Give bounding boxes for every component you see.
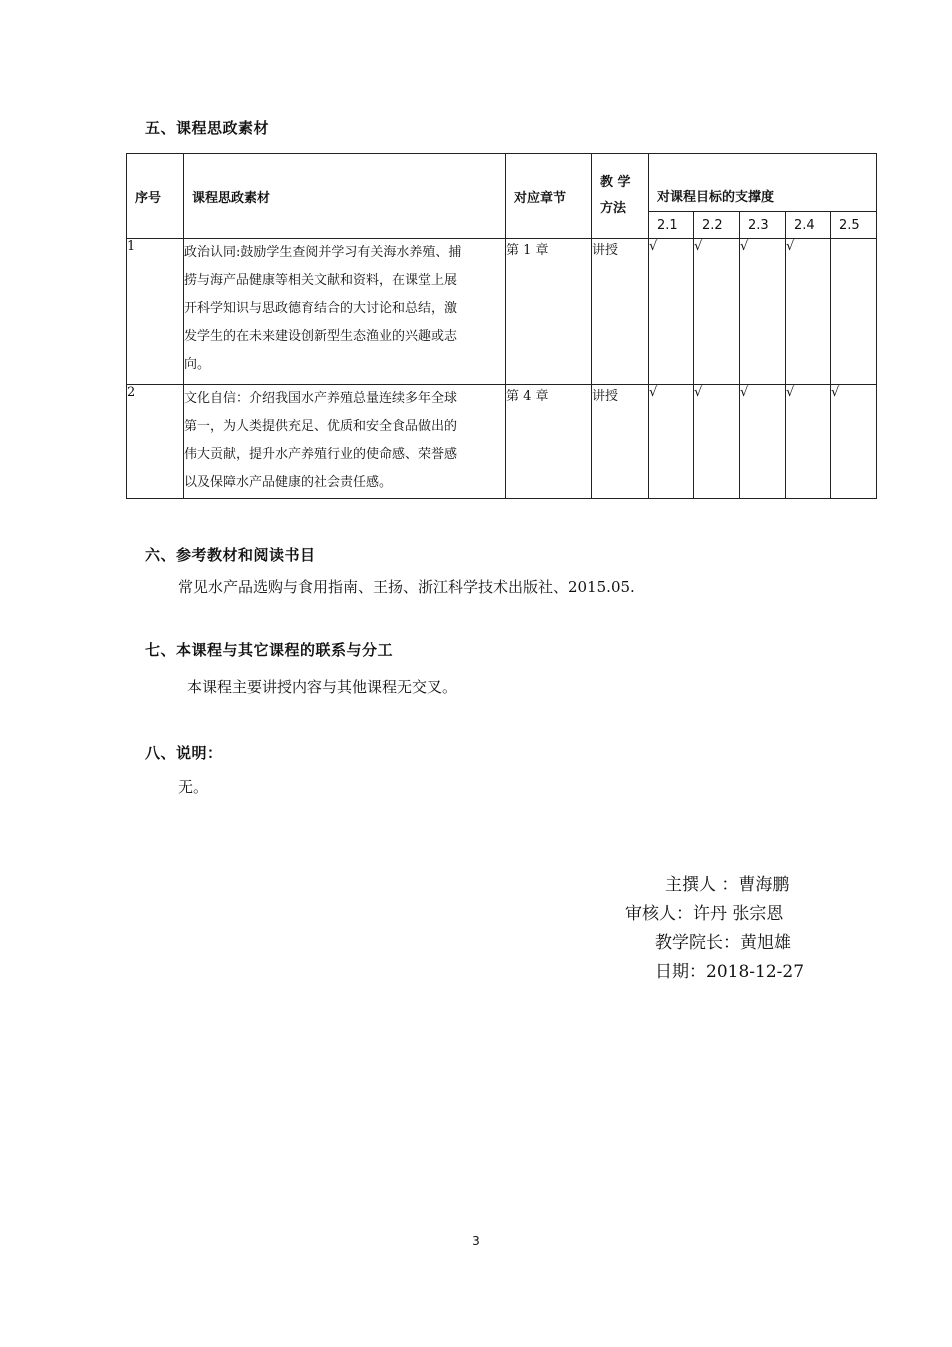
section8-text: 无。 bbox=[178, 778, 209, 796]
row-chapter: 第 4 章 bbox=[506, 385, 592, 499]
page-number: 3 bbox=[472, 1234, 480, 1248]
material-line: 文化自信：介绍我国水产养殖总量连续多年全球 bbox=[184, 391, 458, 406]
check-mark: √ bbox=[786, 239, 831, 385]
row-material bbox=[184, 239, 506, 385]
check-mark: √ bbox=[786, 385, 831, 499]
section7-heading: 七、本课程与其它课程的联系与分工 bbox=[145, 641, 394, 659]
check-mark: √ bbox=[831, 385, 877, 499]
header-method-line1: 教 学 bbox=[600, 175, 631, 190]
goal-col-2-2: 2.2 bbox=[694, 212, 740, 239]
row-seq: 1 bbox=[127, 239, 184, 385]
table-row bbox=[127, 239, 877, 385]
section8-heading: 八、说明： bbox=[145, 744, 223, 762]
material-line: 开科学知识与思政德育结合的大讨论和总结，激 bbox=[184, 301, 458, 316]
material-line: 伟大贡献，提升水产养殖行业的使命感、荣誉感 bbox=[184, 447, 458, 462]
goal-col-2-4: 2.4 bbox=[786, 212, 831, 239]
material-line: 以及保障水产品健康的社会责任感。 bbox=[184, 475, 393, 490]
check-mark: √ bbox=[740, 239, 786, 385]
section5-heading: 五、课程思政素材 bbox=[145, 119, 270, 137]
material-line: 发学生的在未来建设创新型生态渔业的兴趣或志 bbox=[184, 329, 458, 344]
header-chapter: 对应章节 bbox=[506, 154, 592, 239]
ideology-material-table bbox=[126, 153, 877, 499]
section7-text: 本课程主要讲授内容与其他课程无交叉。 bbox=[187, 678, 458, 696]
header-support: 对课程目标的支撑度 bbox=[649, 154, 877, 212]
section6-text: 常见水产品选购与食用指南、王扬、浙江科学技术出版社、2015.05. bbox=[178, 578, 635, 596]
header-seq: 序号 bbox=[127, 154, 184, 239]
row-method: 讲授 bbox=[592, 239, 649, 385]
signature-dean: 教学院长：黄旭雄 bbox=[655, 933, 791, 953]
material-line: 捞与海产品健康等相关文献和资料，在课堂上展 bbox=[184, 273, 458, 288]
row-material bbox=[184, 385, 506, 499]
goal-col-2-3: 2.3 bbox=[740, 212, 786, 239]
section6-heading: 六、参考教材和阅读书目 bbox=[145, 546, 316, 564]
row-method: 讲授 bbox=[592, 385, 649, 499]
check-mark: √ bbox=[694, 239, 740, 385]
header-material: 课程思政素材 bbox=[184, 154, 506, 239]
table-row bbox=[127, 385, 877, 499]
signature-author: 主撰人 ：曹海鹏 bbox=[665, 875, 790, 895]
check-mark bbox=[831, 239, 877, 385]
material-line: 政治认同:鼓励学生查阅并学习有关海水养殖、捕 bbox=[184, 245, 462, 260]
check-mark: √ bbox=[694, 385, 740, 499]
check-mark: √ bbox=[740, 385, 786, 499]
material-line: 向。 bbox=[184, 357, 211, 372]
signature-reviewer: 审核人：许丹 张宗恩 bbox=[625, 904, 784, 924]
header-method-line2: 方法 bbox=[600, 201, 627, 216]
goal-col-2-1: 2.1 bbox=[649, 212, 694, 239]
signature-date: 日期：2018-12-27 bbox=[655, 962, 805, 982]
header-method bbox=[592, 154, 649, 239]
row-chapter: 第 1 章 bbox=[506, 239, 592, 385]
goal-col-2-5: 2.5 bbox=[831, 212, 877, 239]
row-seq: 2 bbox=[127, 385, 184, 499]
check-mark: √ bbox=[649, 239, 694, 385]
material-line: 第一，为人类提供充足、优质和安全食品做出的 bbox=[184, 419, 458, 434]
check-mark: √ bbox=[649, 385, 694, 499]
